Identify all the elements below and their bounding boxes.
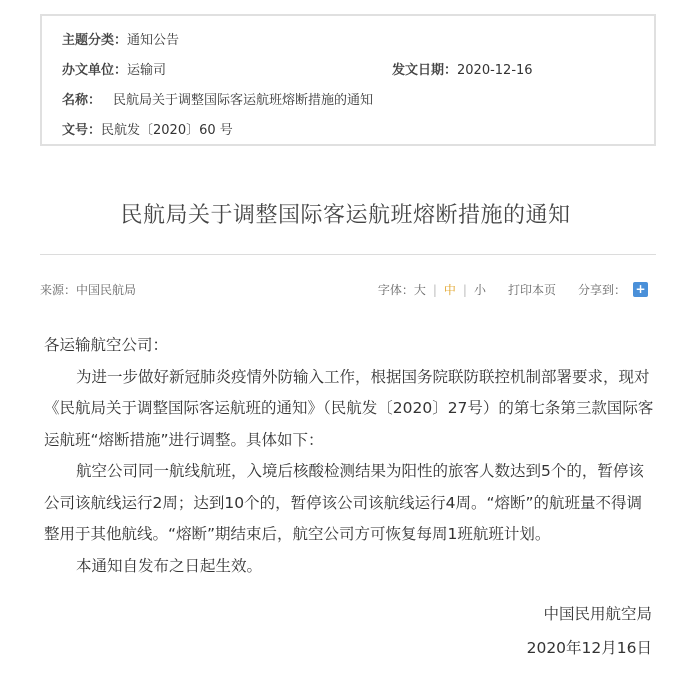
share-label: 分享到： xyxy=(577,283,626,297)
title-divider xyxy=(40,254,656,255)
date-value: 2020-12-16 xyxy=(457,63,533,78)
salutation: 各运输航空公司： xyxy=(44,336,169,354)
body-paragraph: 本通知自发布之日起生效。 xyxy=(76,556,263,575)
font-small-button[interactable]: 小 xyxy=(473,283,486,297)
date-field xyxy=(392,56,533,86)
signature-block xyxy=(527,597,652,665)
meta-row-unit-date xyxy=(62,56,654,86)
unit-label: 办文单位： xyxy=(62,63,128,78)
meta-row-category xyxy=(62,26,654,56)
meta-row-docno xyxy=(62,116,654,146)
article-toolbar xyxy=(40,281,656,299)
signature-date: 2020年12月16日 xyxy=(526,639,652,657)
name-label: 名称： xyxy=(62,93,102,108)
share-plus-icon[interactable]: + xyxy=(633,282,648,297)
article-title: 民航局关于调整国际客运航班熔断措施的通知 xyxy=(120,203,571,228)
name-value: 民航局关于调整国际客运航班熔断措施的通知 xyxy=(113,93,374,108)
category-value: 通知公告 xyxy=(127,33,180,48)
meta-row-name xyxy=(62,86,654,116)
docno-value: 民航发〔2020〕60 号 xyxy=(101,123,233,138)
font-large-button[interactable]: 大 xyxy=(413,283,426,297)
unit-value: 运输司 xyxy=(127,63,167,78)
body-paragraph: 航空公司同一航线航班，入境后核酸检测结果为阳性的旅客人数达到5个的，暂停该公司该航线运行2周；达到10个的，暂停该公司该航线运行4周。“熔断”的航班量不得调整用于其他航线。“熔断”期结束后，航空公司方可恢复每周1班航班计划。 xyxy=(44,462,644,543)
font-medium-button[interactable]: 中 xyxy=(443,283,456,297)
font-size-label: 字体： xyxy=(377,283,414,297)
date-label: 发文日期： xyxy=(392,63,458,78)
separator: | xyxy=(462,282,467,297)
signature-org: 中国民用航空局 xyxy=(543,605,652,623)
body-paragraph: 为进一步做好新冠肺炎疫情外防输入工作，根据国务院联防联控机制部署要求，现对《民航局关于调整国际客运航班的通知》（民航发〔2020〕27号）的第七条第三款国际客运航班“熔断措施”进行调整。具体如下： xyxy=(44,367,654,449)
separator: | xyxy=(432,282,437,297)
font-size-tools xyxy=(378,281,648,298)
document-meta-box xyxy=(40,14,656,146)
print-button[interactable]: 打印本页 xyxy=(507,283,556,297)
article-body xyxy=(44,330,656,582)
category-label: 主题分类： xyxy=(62,33,128,48)
docno-label: 文号： xyxy=(62,123,102,138)
article-source: 来源：中国民航局 xyxy=(40,283,137,297)
